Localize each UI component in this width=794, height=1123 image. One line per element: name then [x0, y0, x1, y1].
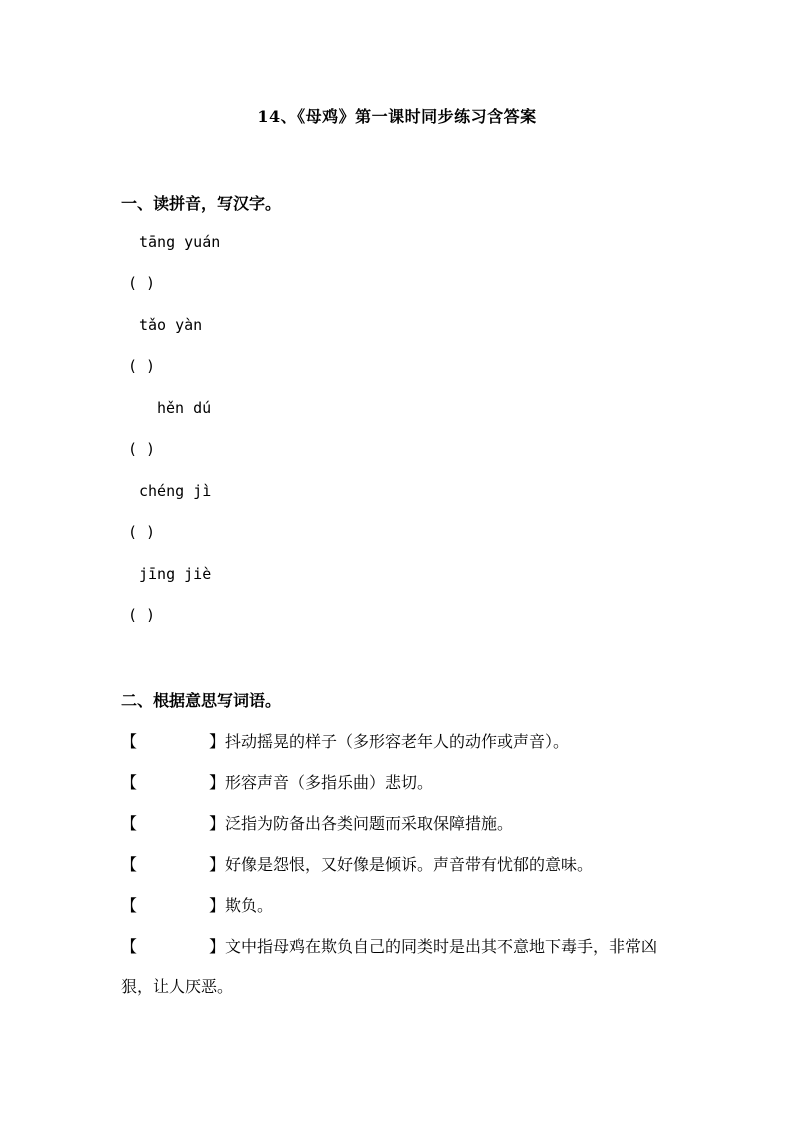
- definition-text-5: 欺负。: [225, 896, 274, 915]
- definition-item-1: [121, 722, 721, 762]
- bracket-open: 【: [121, 814, 138, 833]
- pinyin-1: tāng yuán: [139, 233, 221, 251]
- bracket-open: 【: [121, 732, 138, 751]
- bracket-open: 【: [121, 855, 138, 874]
- bracket-close: 】: [209, 937, 226, 956]
- section-2-heading: 二、根据意思写词语。: [121, 691, 282, 710]
- pinyin-3: hěn dú: [157, 399, 212, 417]
- definition-text-1: 抖动摇晃的样子（多形容老年人的动作或声音）。: [225, 732, 570, 751]
- section-1-heading: 一、读拼音，写汉字。: [121, 194, 282, 213]
- bracket-close: 】: [209, 773, 226, 792]
- bracket-close: 】: [209, 732, 226, 751]
- page-title: 14、《母鸡》第一课时同步练习含答案: [257, 107, 537, 126]
- pinyin-5: jīng jiè: [139, 565, 212, 583]
- answer-blank-2: ( ): [128, 357, 156, 375]
- definition-item-5: [121, 886, 721, 926]
- definition-item-4: [121, 845, 721, 885]
- answer-blank-5: ( ): [128, 606, 156, 624]
- definition-text-2: 形容声音（多指乐曲）悲切。: [225, 773, 434, 792]
- definition-text-3: 泛指为防备出各类问题而采取保障措施。: [225, 814, 514, 833]
- bracket-close: 】: [209, 814, 226, 833]
- answer-blank-3: ( ): [128, 440, 156, 458]
- definition-text-4: 好像是怨恨，又好像是倾诉。声音带有忧郁的意味。: [225, 855, 594, 874]
- bracket-close: 】: [209, 896, 226, 915]
- bracket-close: 】: [209, 855, 226, 874]
- bracket-open: 【: [121, 937, 138, 956]
- pinyin-4: chéng jì: [139, 482, 212, 500]
- pinyin-2: tǎo yàn: [139, 316, 203, 334]
- definition-item-2: [121, 763, 721, 803]
- bracket-open: 【: [121, 773, 138, 792]
- answer-blank-1: ( ): [128, 274, 156, 292]
- definition-item-3: [121, 804, 721, 844]
- definition-text-6: 文中指母鸡在欺负自己的同类时是出其不意地下毒手，非常凶狠，让人厌恶。: [121, 937, 658, 996]
- bracket-open: 【: [121, 896, 138, 915]
- answer-blank-4: ( ): [128, 523, 156, 541]
- definition-item-6: [121, 927, 676, 1007]
